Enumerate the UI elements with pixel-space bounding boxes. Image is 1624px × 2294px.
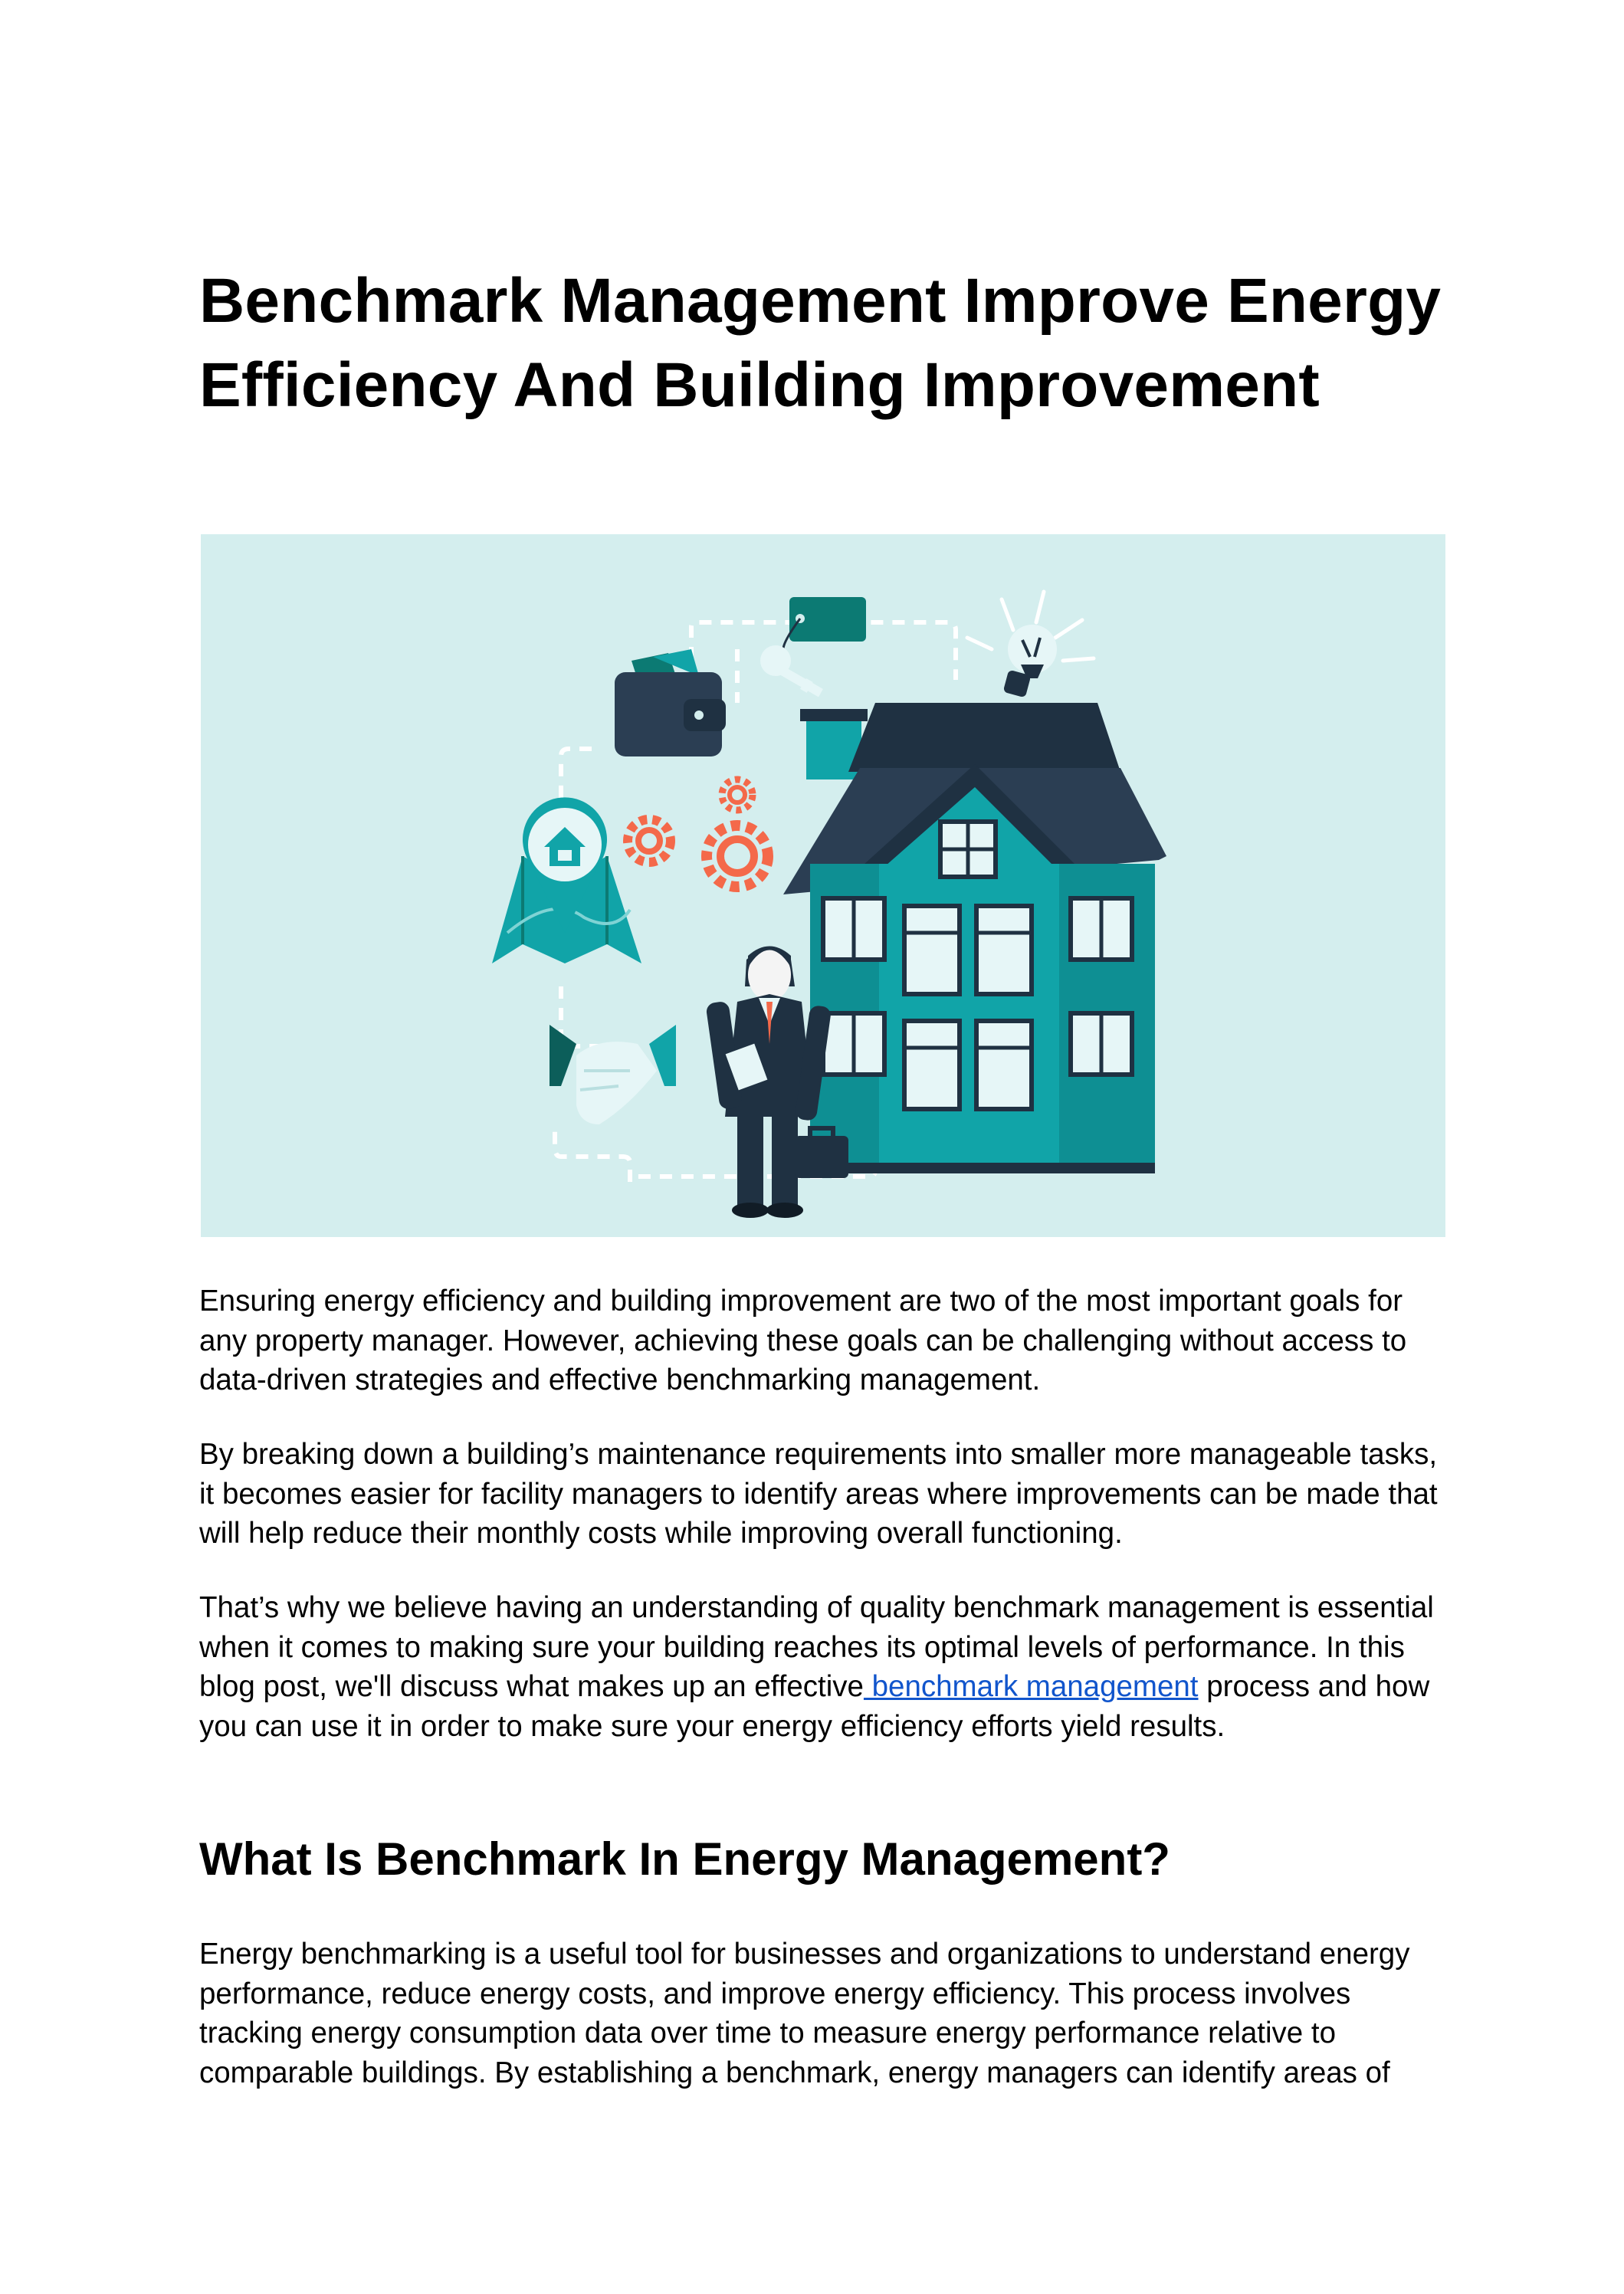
document-page: [199, 259, 1447, 428]
paragraph-3-after: process and how you can use it in order to make sure your energy efficiency efforts yield results.: [199, 1670, 1430, 1743]
hero-image: [201, 534, 1445, 1237]
handshake-icon: [550, 1025, 676, 1124]
key-tag-icon: [760, 597, 866, 697]
paragraph-4-text: Energy benchmarking is a useful tool for businesses and organizations to understand energy performance, reduce energy costs, and improve energy efficiency. This process involves tracking energy consumption data over time to measure energy performance relative to comparable buildings. By establishing a benchmark, energy managers can identify areas of: [199, 1938, 1410, 2089]
paragraph-1: [199, 1282, 1447, 1400]
paragraph-3-text: [199, 1588, 1447, 1746]
lightbulb-icon: [967, 592, 1094, 697]
paragraph-2: [199, 1435, 1447, 1554]
paragraph-3: [199, 1588, 1447, 1746]
page-title: Benchmark Management Improve Energy Efficiency And Building Improvement: [199, 266, 1442, 420]
house-icon: [783, 703, 1166, 1173]
wallet-icon: [615, 649, 726, 756]
paragraph-4: [199, 1935, 1447, 2092]
paragraph-1-text: Ensuring energy efficiency and building improvement are two of the most important goals for any property manager. However, achieving these goals can be challenging without access to data-driven strategies and effective benchmarking management.: [199, 1285, 1407, 1396]
house-energy-illustration-icon: [201, 534, 1445, 1237]
gears-icon: [628, 779, 768, 887]
section-heading: What Is Benchmark In Energy Management?: [199, 1833, 1170, 1885]
benchmark-management-link[interactable]: benchmark management: [863, 1670, 1199, 1703]
paragraph-2-text: By breaking down a building’s maintenance requirements into smaller more manageable tasks, it becomes easier for facility managers to identify areas where improvements can be made that will help reduce their monthly costs while improving overall functioning.: [199, 1438, 1438, 1550]
paragraph-3-before: That’s why we believe having an understanding of quality benchmark management is essential when it comes to making sure your building reaches its optimal levels of performance. In this blog post, we'll discuss what makes up an effective: [199, 1591, 1434, 1703]
map-pin-icon: [492, 797, 641, 963]
